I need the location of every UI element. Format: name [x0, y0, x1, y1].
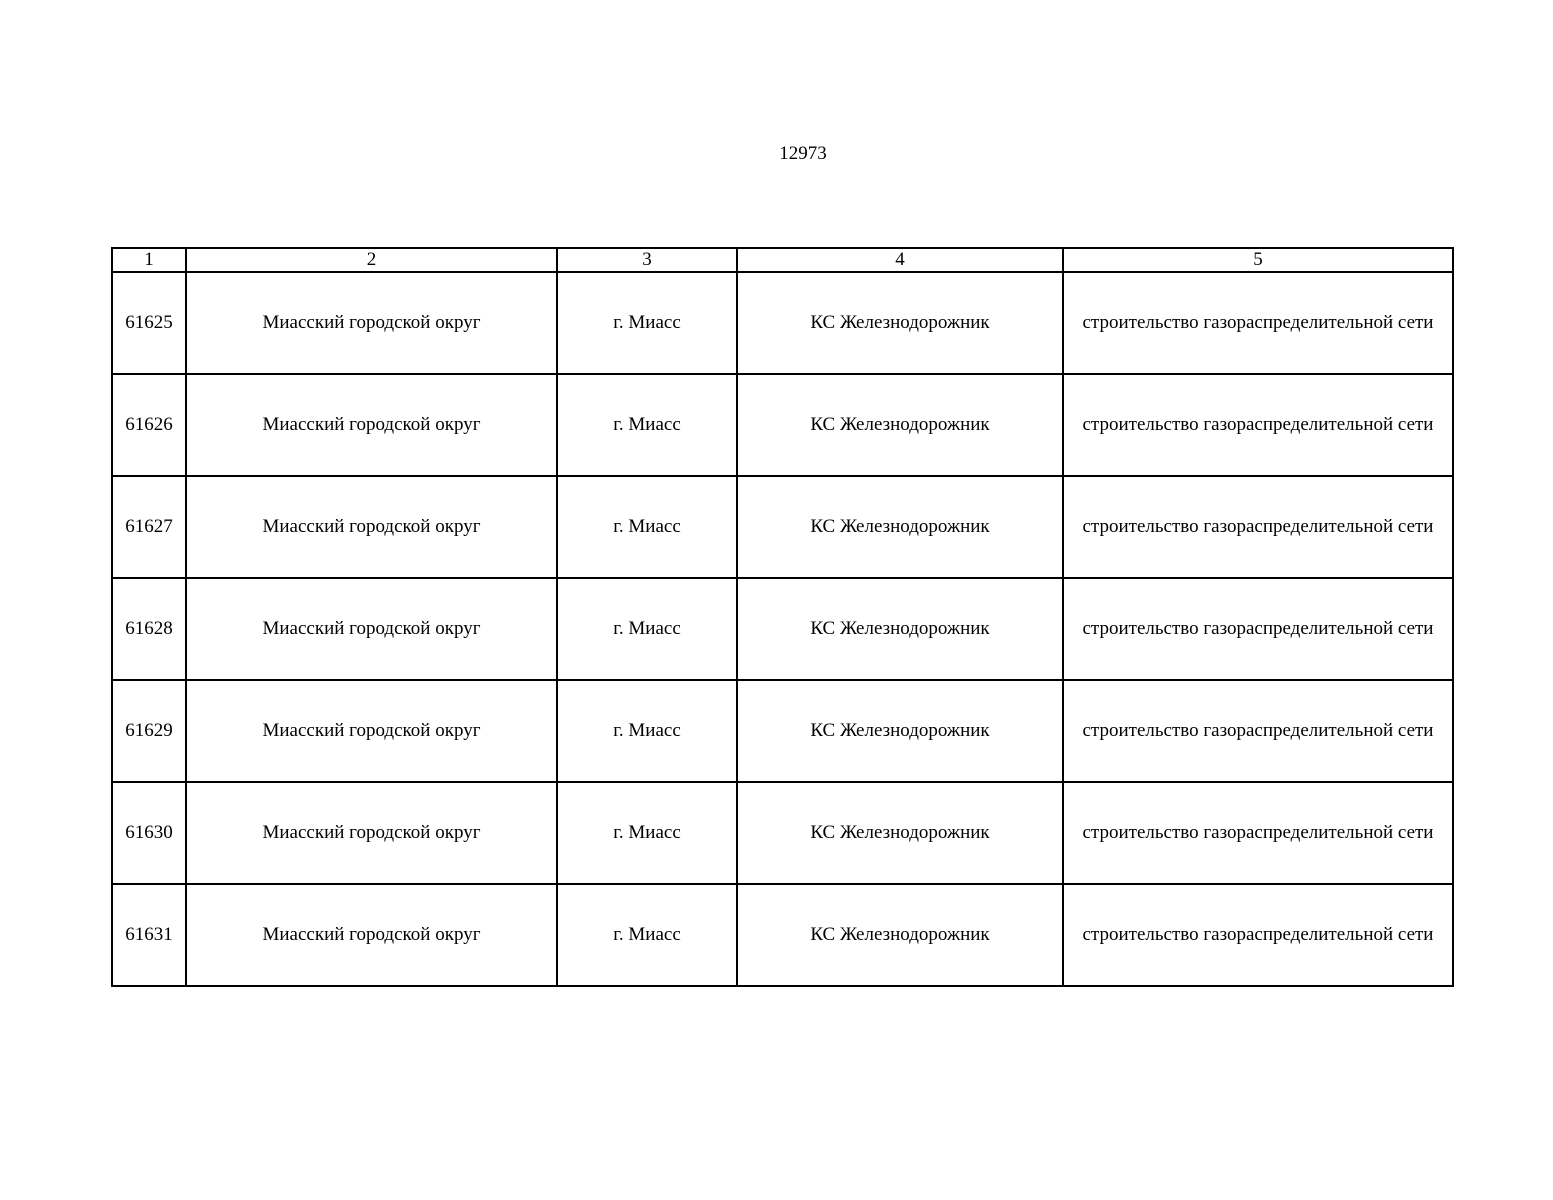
purpose-cell: строительство газораспределительной сети: [1063, 680, 1453, 782]
table-row: [112, 680, 1453, 782]
row-id-cell: 61626: [112, 374, 186, 476]
purpose-cell: строительство газораспределительной сети: [1063, 578, 1453, 680]
column-number-2: 2: [186, 248, 557, 272]
municipality-cell: Миасский городской округ: [186, 782, 557, 884]
municipality-cell: Миасский городской округ: [186, 884, 557, 986]
row-id-cell: 61630: [112, 782, 186, 884]
settlement-cell: г. Миасс: [557, 680, 737, 782]
facility-cell: КС Железнодорожник: [737, 374, 1063, 476]
table-row: [112, 272, 1453, 374]
table-header-row: [112, 248, 1453, 272]
column-number-1: 1: [112, 248, 186, 272]
row-id-cell: 61627: [112, 476, 186, 578]
table-row: [112, 476, 1453, 578]
purpose-cell: строительство газораспределительной сети: [1063, 272, 1453, 374]
table-row: [112, 782, 1453, 884]
column-number-3: 3: [557, 248, 737, 272]
table-row: [112, 578, 1453, 680]
facility-cell: КС Железнодорожник: [737, 884, 1063, 986]
settlement-cell: г. Миасс: [557, 272, 737, 374]
row-id-cell: 61629: [112, 680, 186, 782]
purpose-cell: строительство газораспределительной сети: [1063, 884, 1453, 986]
municipality-cell: Миасский городской округ: [186, 578, 557, 680]
facility-cell: КС Железнодорожник: [737, 476, 1063, 578]
municipality-cell: Миасский городской округ: [186, 272, 557, 374]
purpose-cell: строительство газораспределительной сети: [1063, 782, 1453, 884]
settlement-cell: г. Миасс: [557, 884, 737, 986]
settlement-cell: г. Миасс: [557, 476, 737, 578]
purpose-cell: строительство газораспределительной сети: [1063, 374, 1453, 476]
table-row: [112, 374, 1453, 476]
column-number-4: 4: [737, 248, 1063, 272]
settlement-cell: г. Миасс: [557, 578, 737, 680]
facility-cell: КС Железнодорожник: [737, 578, 1063, 680]
facility-cell: КС Железнодорожник: [737, 680, 1063, 782]
column-number-5: 5: [1063, 248, 1453, 272]
registry-table: [111, 247, 1454, 987]
facility-cell: КС Железнодорожник: [737, 782, 1063, 884]
settlement-cell: г. Миасс: [557, 374, 737, 476]
facility-cell: КС Железнодорожник: [737, 272, 1063, 374]
municipality-cell: Миасский городской округ: [186, 374, 557, 476]
row-id-cell: 61628: [112, 578, 186, 680]
municipality-cell: Миасский городской округ: [186, 476, 557, 578]
settlement-cell: г. Миасс: [557, 782, 737, 884]
page-number-container: [0, 143, 1553, 165]
municipality-cell: Миасский городской округ: [186, 680, 557, 782]
page-number: 12973: [779, 143, 827, 164]
purpose-cell: строительство газораспределительной сети: [1063, 476, 1453, 578]
row-id-cell: 61625: [112, 272, 186, 374]
table-row: [112, 884, 1453, 986]
row-id-cell: 61631: [112, 884, 186, 986]
